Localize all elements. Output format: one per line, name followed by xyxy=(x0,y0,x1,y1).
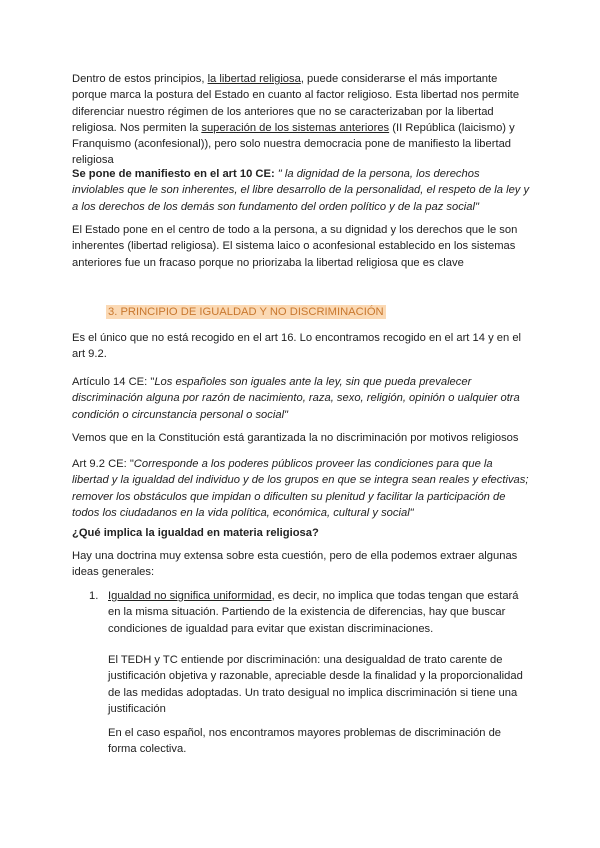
list-item xyxy=(108,588,526,637)
label: Artículo 14 CE: " xyxy=(72,376,155,388)
paragraph-art16 xyxy=(72,330,532,363)
list-number: 1. xyxy=(89,590,99,602)
text: (II República (laicismo) y Franquismo (aconfesional)), pero solo nuestra democracia pone de manifiesto la libertad religiosa xyxy=(72,121,515,167)
text: En el caso español, nos encontramos mayores problemas de discriminación de forma colectiva. xyxy=(108,727,502,756)
text: El TEDH y TC entiende por discriminación: una desigualdad de trato carente de justificación objetiva y razonable, apreciable desde la finalidad y la proporcionalidad de las medidas adoptadas. Un trato desigual no implica discriminación si tiene una justificación xyxy=(108,654,523,715)
underlined-term: la libertad religiosa xyxy=(207,73,301,85)
list-subparagraph xyxy=(108,725,526,758)
paragraph-constitucion xyxy=(72,430,532,446)
section-title: 3. PRINCIPIO DE IGUALDAD Y NO DISCRIMINACIÓN xyxy=(108,306,384,318)
text: Es el único que no está recogido en el art 16. Lo encontramos recogido en el art 14 y en el art 9.2. xyxy=(72,332,522,361)
quote: Los españoles son iguales ante la ley, sin que pueda prevalecer discriminación alguna por razón de nacimiento, raza, sexo, religión, opinión o ualquier otra condición o circunstancia personal o social" xyxy=(72,376,520,421)
bold-lead: Se pone de manifiesto en el art 10 CE: xyxy=(72,168,275,180)
list-subparagraph xyxy=(108,652,526,717)
paragraph-art14 xyxy=(72,374,532,423)
label: Art 9.2 CE: " xyxy=(72,458,134,470)
paragraph-estado xyxy=(72,222,532,271)
text: Vemos que en la Constitución está garantizada la no discriminación por motivos religiosos xyxy=(72,432,519,444)
text: , puede considerarse el más importante porque marca la postura del Estado en cuanto al factor religioso. Esta libertad nos permite diferenciar nuestro régimen de los anteriores que no se caracterizaban por la libertad religiosa. Nos permiten la xyxy=(72,73,520,134)
text: Dentro de estos principios, xyxy=(72,73,208,85)
text: El Estado pone en el centro de todo a la persona, a su dignidad y los derechos que le son inherentes (libertad religiosa). El sistema laico o aconfesional establecido en los sistemas anteriores fue un fracaso porque no priorizaba la libertad religiosa que es clave xyxy=(72,224,518,269)
section-heading xyxy=(106,304,526,320)
text: Hay una doctrina muy extensa sobre esta cuestión, pero de ella podemos extraer algunas ideas generales: xyxy=(72,550,518,579)
question-title: ¿Qué implica la igualdad en materia religiosa? xyxy=(72,527,319,539)
paragraph-art9-2 xyxy=(72,456,532,521)
quote: Corresponde a los poderes públicos proveer las condiciones para que la libertad y la igualdad del individuo y de los grupos en que se integra sean reales y efectivas; remover los obstáculos que impidan o dificulten su plenitud y facilitar la participación de todos los ciudadanos en la vida política, económica, cultural y social" xyxy=(72,458,529,519)
paragraph-doctrina xyxy=(72,548,532,581)
underlined-term: Igualdad no significa uniformidad xyxy=(108,590,272,602)
paragraph-art10 xyxy=(72,166,532,215)
question-heading xyxy=(72,525,532,541)
quote: " la dignidad de la persona, los derechos inviolables que le son inherentes, el libre desarrollo de la personalidad, el respeto de la ley y a los derechos de los demás son fundamento del orden político y de la paz social" xyxy=(72,168,530,213)
paragraph-libertad-religiosa xyxy=(72,71,532,169)
underlined-term: superación de los sistemas anteriores xyxy=(201,121,390,134)
text: , es decir, no implica que todas tengan que estará en la misma situación. Partiendo de la existencia de diferencias, hay que buscar condiciones de igualdad para evitar que existan discriminaciones. xyxy=(108,590,519,635)
